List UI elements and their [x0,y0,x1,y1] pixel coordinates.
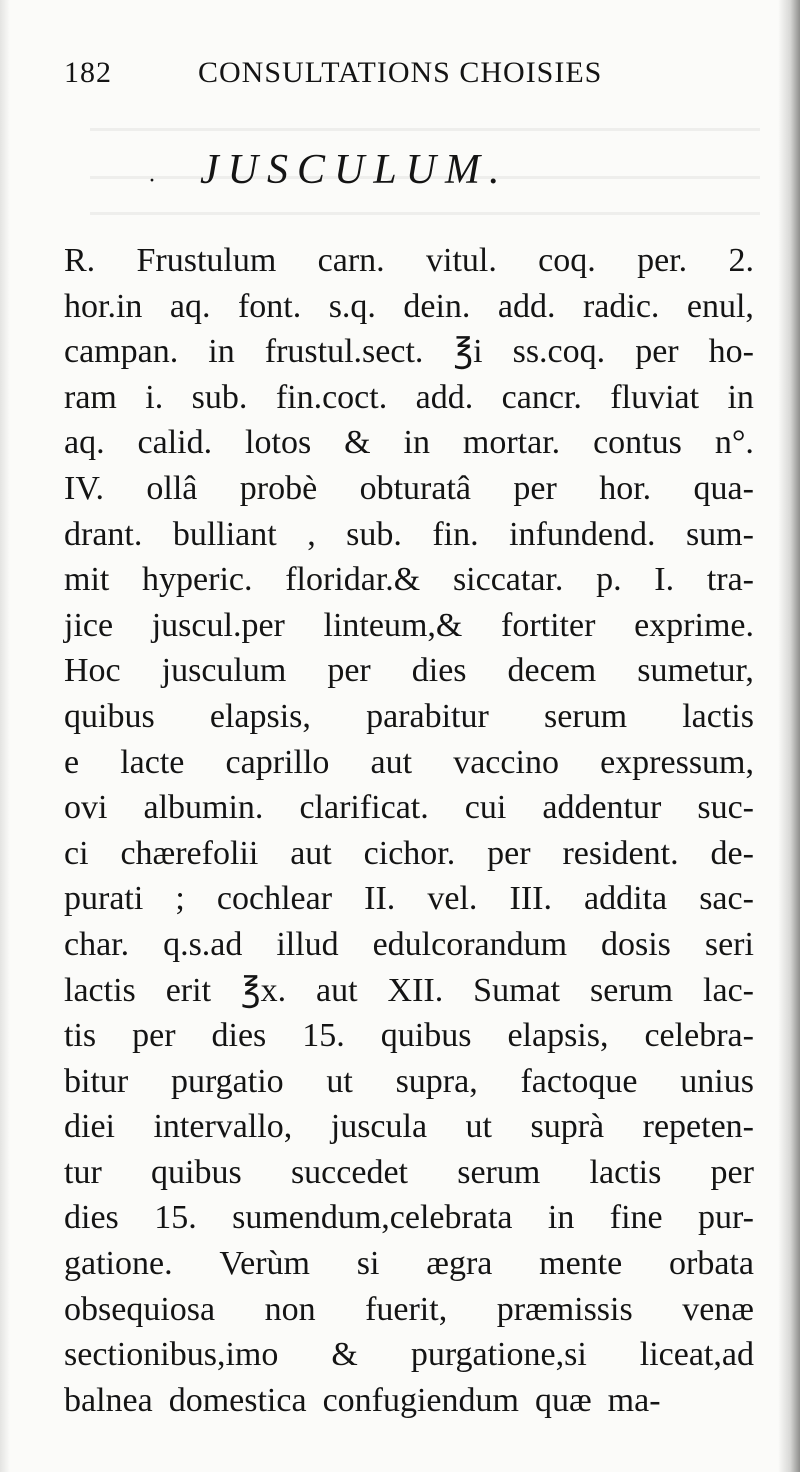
word: in [403,424,430,462]
word: sub. [191,378,248,416]
word: tra- [706,561,754,599]
word: linteum,& [323,606,463,644]
word: i. [145,378,164,416]
text-line [64,785,754,831]
word: per [635,333,679,371]
word: calid. [137,424,213,462]
text-line [64,1013,754,1059]
word: mente [539,1245,623,1283]
word: chærefolii [120,834,259,872]
word: venæ [682,1290,754,1328]
word: factoque [520,1062,638,1100]
word: Frustulum [136,242,277,279]
word: coq. [538,242,596,279]
word: suprà [530,1108,605,1146]
word: aq. [64,424,105,462]
text-line [64,1241,754,1287]
word: addentur [542,789,662,827]
word: lotos [245,424,312,462]
body-text [64,238,754,1423]
word: lactis [64,971,136,1009]
word: obturatâ [359,469,471,507]
word: purgatio [170,1062,284,1100]
word: orbata [669,1245,754,1283]
word: dies [411,652,467,690]
word: 15. [302,1017,345,1055]
text-line [64,740,754,786]
word: quæ [534,1381,592,1419]
word: fuerit, [365,1290,448,1328]
word: ci [64,834,89,872]
word: erit [165,971,212,1009]
word: ss.coq. [512,333,606,371]
word: ovi [64,789,108,827]
word: sac- [699,880,754,918]
word: aut [316,971,358,1009]
word: aut [290,834,332,872]
word: de- [710,834,754,872]
text-line [64,694,754,740]
word: dosis [601,925,671,963]
text-line [64,284,754,330]
word: mit [64,561,110,599]
word: frustul.sect. [264,333,424,371]
word: sumetur, [637,652,754,690]
word: in [208,333,235,371]
word: clarificat. [299,789,429,827]
word: confugiendum [322,1381,519,1419]
word: obsequiosa [64,1290,216,1328]
word: lactis [682,697,754,735]
word: aq. [169,287,211,325]
word: contus [593,424,682,462]
word: addita [584,880,668,918]
text-line [64,557,754,603]
word: fin.coct. [275,378,388,416]
text-line [64,968,754,1014]
text-line [64,1287,754,1333]
text-line [64,648,754,694]
word: ho- [708,333,754,371]
running-head [64,52,664,98]
word: per. [637,242,688,279]
word: sumendum,celebrata [232,1199,513,1237]
word: caprillo [225,743,330,781]
word: albumin. [143,789,264,827]
word: , [307,515,316,553]
word: IV. [64,469,104,507]
word: & [331,1336,358,1374]
text-line [64,922,754,968]
word: & [344,424,371,462]
word: ut [326,1062,353,1100]
word: fin. [432,515,479,553]
text-line [64,1332,754,1378]
text-line [64,238,754,284]
word: per [327,652,371,690]
running-title: CONSULTATIONS CHOISIES [198,56,603,89]
word: cichor. [363,834,456,872]
word: bitur [64,1062,129,1100]
word: fine [609,1199,663,1237]
word: fluviat [610,378,700,416]
word: in [547,1199,575,1237]
word: serum [590,971,674,1009]
word: præmissis [496,1290,633,1328]
word: enul, [686,287,754,325]
text-line [64,831,754,877]
word: quibus [64,697,155,735]
word: siccatar. [452,561,564,599]
word: repeten- [642,1108,754,1146]
text-line [64,512,754,558]
word: q.s.ad [163,925,243,963]
word: tis [64,1017,97,1055]
word: vitul. [426,242,497,279]
text-line [64,1378,754,1424]
word: decem [507,652,597,690]
word: unius [680,1062,754,1100]
word: edulcorandum [372,925,568,963]
word: hyperic. [142,561,253,599]
word: II. [364,880,396,918]
word: qua- [693,469,754,507]
word: tur [64,1153,102,1191]
word: sub. [346,515,402,553]
word: drant. [64,515,143,553]
word: carn. [317,242,385,279]
word: add. [415,378,474,416]
word: R. [64,242,96,279]
text-line [64,1059,754,1105]
word: Hoc [64,652,121,690]
text-line [64,1104,754,1150]
word: ollâ [146,469,198,507]
word: XII. [387,971,444,1009]
show-through-line [90,212,760,215]
text-line [64,603,754,649]
word: serum [543,697,628,735]
word: ut [465,1108,492,1146]
show-through-line [90,128,760,131]
word: fortiter [501,606,596,644]
word: jice [64,606,114,644]
text-line [64,1195,754,1241]
word: lac- [703,971,754,1009]
word: succedet [290,1153,408,1191]
word: per [710,1153,754,1191]
word: ℥i [453,333,483,371]
word: s.q. [328,287,376,325]
word: serum [457,1153,541,1191]
word: 2. [728,242,754,279]
word: cui [464,789,507,827]
word: n°. [714,424,754,462]
word: dies [211,1017,267,1055]
text-line [64,1150,754,1196]
word: jusculum [161,652,287,690]
word: dein. [403,287,471,325]
word: floridar.& [285,561,421,599]
word: sectionibus,imo [64,1336,279,1374]
word: vaccino [453,743,559,781]
word: sum- [685,515,754,553]
word: juscula [330,1108,428,1146]
text-line [64,466,754,512]
word: aut [370,743,413,781]
word: char. [64,925,130,963]
word: infundend. [509,515,656,553]
word: pur- [698,1199,754,1237]
word: hor. [599,469,652,507]
word: radic. [582,287,660,325]
word: dies [64,1199,119,1237]
page-number: 182 [64,56,112,89]
word: Sumat [473,971,561,1009]
word: lactis [589,1153,662,1191]
word: in [727,378,754,416]
text-line [64,375,754,421]
word: ℥x. [240,971,287,1009]
word: balnea [64,1381,153,1419]
word: probè [239,469,318,507]
word: per [513,469,557,507]
word: p. [596,561,622,599]
word: bulliant [172,515,277,553]
word: celebra- [644,1017,754,1055]
word: parabitur [366,697,489,735]
word: quibus [380,1017,472,1055]
word: gatione. [64,1245,173,1283]
word: cancr. [501,378,582,416]
word: ægra [426,1245,493,1283]
word: cochlear [216,880,333,918]
word: hor.in [64,287,143,325]
word: expressum, [600,743,754,781]
word: mortar. [462,424,561,462]
word: elapsis, [507,1017,609,1055]
word: domestica [168,1381,307,1419]
word: III. [509,880,552,918]
word: 15. [154,1199,197,1237]
text-line [64,420,754,466]
page-edge-shadow [778,0,800,1472]
word: purati [64,880,144,918]
word: supra, [395,1062,478,1100]
word: suc- [697,789,754,827]
word: liceat,ad [639,1336,754,1374]
word: exprime. [634,606,754,644]
section-title: JUSCULUM. [200,147,509,193]
word: ma- [607,1381,661,1419]
word: si [356,1245,380,1283]
text-line [64,329,754,375]
word: non [264,1290,316,1328]
word: campan. [64,333,179,371]
word: illud [276,925,339,963]
section-ornament-dot: · [148,168,156,194]
word: I. [654,561,675,599]
word: lacte [120,743,185,781]
word: add. [497,287,556,325]
word: resident. [562,834,679,872]
word: purgatione,si [410,1336,587,1374]
text-line [64,876,754,922]
word: e [64,743,80,781]
word: per [487,834,531,872]
word: ram [64,378,117,416]
word: diei [64,1108,115,1146]
word: vel. [427,880,478,918]
word: quibus [151,1153,242,1191]
word: ; [175,880,185,918]
word: Verùm [219,1245,311,1283]
word: seri [704,925,754,963]
word: juscul.per [151,606,285,644]
word: intervallo, [153,1108,293,1146]
word: per [132,1017,176,1055]
word: elapsis, [209,697,311,735]
page-gutter-shadow [0,0,10,1472]
word: font. [237,287,302,325]
